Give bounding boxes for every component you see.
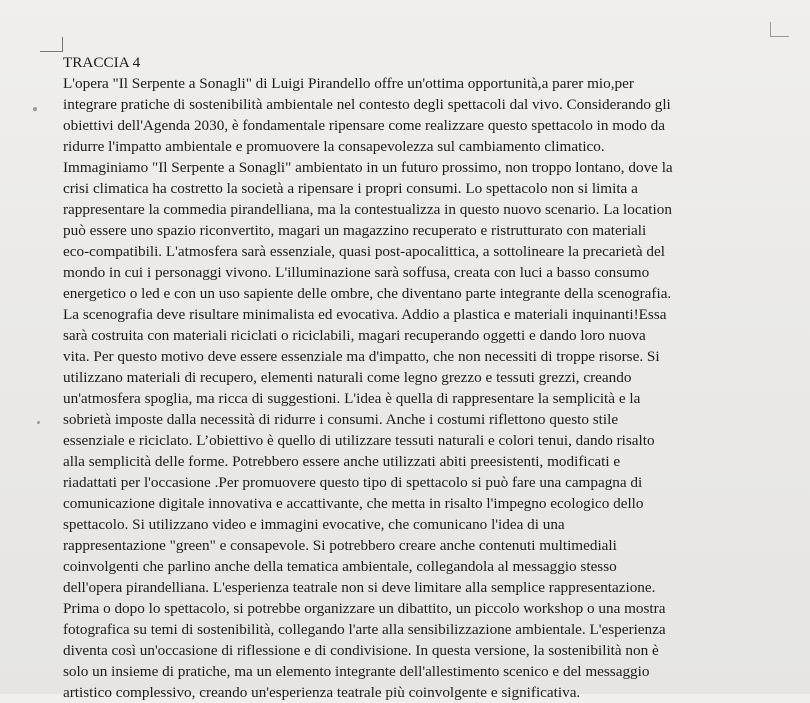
- text-line: rappresentazione "green" e consapevole. Si potrebbero creare anche contenuti multimediali: [63, 537, 617, 554]
- text-line: può essere uno spazio riconvertito, magari un magazzino recuperato e ristrutturato con materiali: [63, 222, 647, 239]
- document-title: TRACCIA 4: [63, 54, 141, 71]
- document-text: [63, 53, 798, 703]
- text-line: riadattati per l'occasione .Per promuovere questo tipo di spettacolo si può fare una campagna di: [63, 474, 643, 491]
- text-line: obiettivi dell'Agenda 2030, è fondamentale ripensare come realizzare questo spettacolo in modo da: [63, 117, 665, 134]
- text-line: Immaginiamo "Il Serpente a Sonagli" ambientato in un futuro prossimo, non troppo lontano, dove la: [63, 159, 673, 176]
- text-line: un'atmosfera spoglia, ma ricca di suggestioni. L'idea è quella di rappresentare la semplicità e la: [63, 390, 641, 407]
- text-line: vita. Per questo motivo deve essere essenziale ma d'impatto, che non necessiti di troppe risorse. Si: [63, 348, 660, 365]
- text-line: artistico complessivo, creando un'esperienza teatrale più coinvolgente e significativa.: [63, 684, 581, 701]
- text-line: coinvolgenti che parlino anche della tematica ambientale, collegandola al messaggio stesso: [63, 558, 617, 575]
- text-line: spettacolo. Si utilizzano video e immagini evocative, che comunicano l'idea di una: [63, 516, 565, 533]
- text-line: ridurre l'impatto ambientale e promuovere la consapevolezza sul cambiamento climatico.: [63, 138, 605, 155]
- text-line: rappresentare la commedia pirandelliana, ma la contestualizza in questo nuovo scenario. La location: [63, 201, 672, 218]
- text-line: solo un insieme di pratiche, ma un elemento integrante dell'allestimento scenico e del messaggio: [63, 663, 650, 680]
- text-line: comunicazione digitale innovativa e accattivante, che metta in risalto l'impegno ecologico dello: [63, 495, 644, 512]
- text-line: dell'opera pirandelliana. L'esperienza teatrale non si deve limitare alla semplice rappresentazione.: [63, 579, 656, 596]
- text-line: integrare pratiche di sostenibilità ambientale nel contesto degli spettacoli dal vivo. Considerando gli: [63, 96, 671, 113]
- text-line: essenziale e riciclato. L’obiettivo è quello di utilizzare tessuti naturali e colori tenui, dando risalto: [63, 432, 655, 449]
- text-line: energetico o led e con un uso sapiente delle ombre, che diventano parte integrante della scenografia.: [63, 285, 672, 302]
- text-line: eco-compatibili. L'atmosfera sarà essenziale, quasi post-apocalittica, a sottolineare la precarietà del: [63, 243, 665, 260]
- text-line: L'opera "Il Serpente a Sonagli" di Luigi Pirandello offre un'ottima opportunità,a parer mio,per: [63, 75, 634, 92]
- text-line: sobrietà imposte dalla necessità di ridurre i consumi. Anche i costumi riflettono questo stile: [63, 411, 619, 428]
- margin-dot: [37, 421, 40, 424]
- text-line: crisi climatica ha costretto la società a ripensare i propri consumi. Lo spettacolo non si limita a: [63, 180, 638, 197]
- margin-dot: [33, 107, 37, 111]
- text-line: utilizzano materiali di recupero, elementi naturali come legno grezzo e tessuti grezzi, creando: [63, 369, 632, 386]
- text-line: sarà costruita con materiali riciclati o riciclabili, magari recuperando oggetti e dando loro nuova: [63, 327, 646, 344]
- text-line: Prima o dopo lo spettacolo, si potrebbe organizzare un dibattito, un piccolo workshop o una mostra: [63, 600, 666, 617]
- corner-crop-mark: [40, 37, 63, 52]
- text-line: diventa così un'occasione di riflessione e di condivisione. In questa versione, la sostenibilità non è: [63, 642, 659, 659]
- corner-crop-mark: [770, 22, 789, 37]
- text-line: fotografica su temi di sostenibilità, collegando l'arte alla sensibilizzazione ambientale. L'esperienza: [63, 621, 666, 638]
- text-line: mondo in cui i personaggi vivono. L'illuminazione sarà soffusa, creata con luci a basso consumo: [63, 264, 650, 281]
- text-line: La scenografia deve risultare minimalista ed evocativa. Addio a plastica e materiali inquinanti!Essa: [63, 306, 667, 323]
- text-line: alla semplicità delle forme. Potrebbero essere anche utilizzati abiti preesistenti, modificati e: [63, 453, 621, 470]
